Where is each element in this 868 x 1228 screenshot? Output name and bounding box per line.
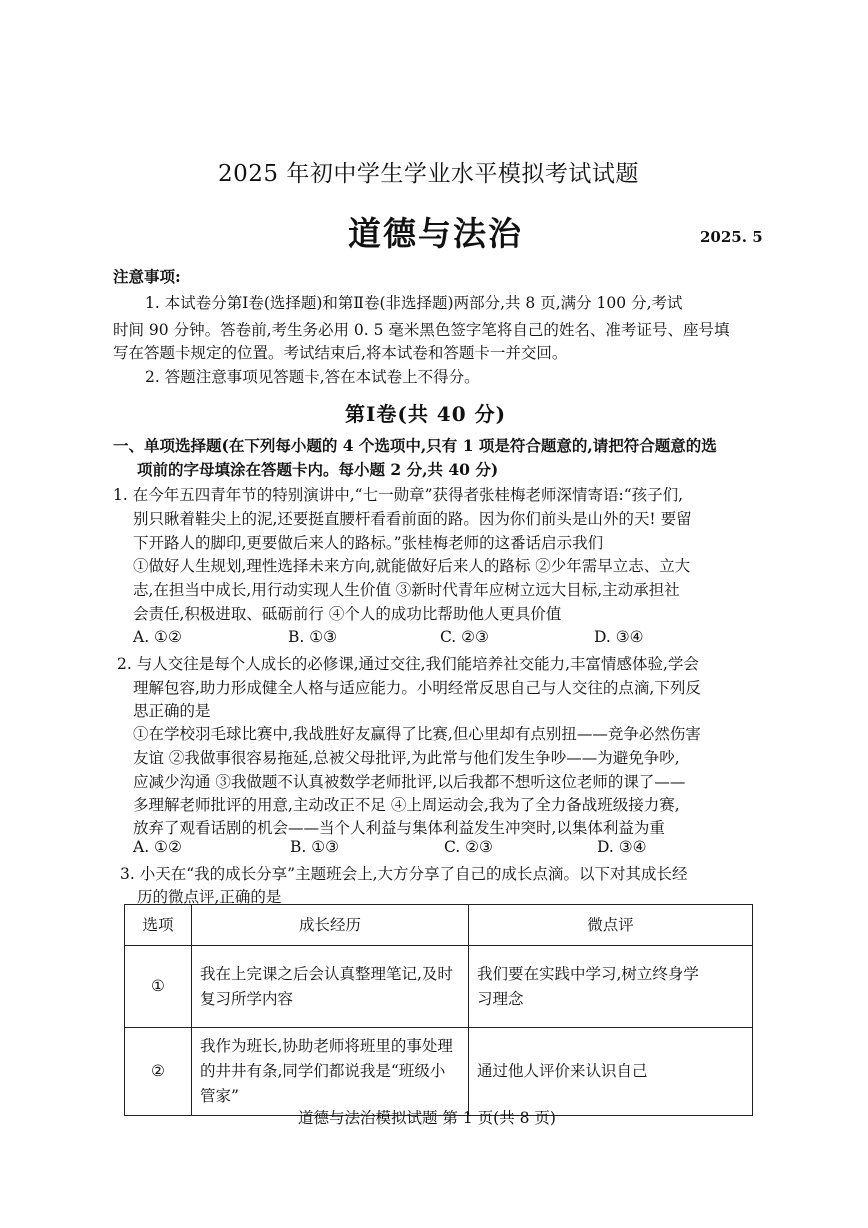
q2-statement: 应减少沟通 ③我做题不认真被数学老师批评,以后我都不想听这位老师的课了—— [133,773,686,791]
q1-option-c: C. ②③ [440,628,489,646]
notice-line: 2. 答题注意事项见答题卡,答在本试卷上不得分。 [145,368,480,386]
table-cell-option: ① [125,946,192,1028]
q2-stem: 2. 与人交往是每个人成长的必修课,通过交往,我们能培养社交能力,丰富情感体验,学会 [117,655,699,673]
q2-statement: 放弃了观看话剧的机会——当个人利益与集体利益发生冲突时,以集体利益为重 [133,819,665,837]
q2-option-a: A. ①② [133,838,182,856]
table-header: 成长经历 [192,905,469,946]
q3-table [124,904,753,1116]
q1-statement: ①做好人生规划,理性选择未来方向,就能做好后来人的路标 ②少年需早立志、立大 [133,557,691,575]
table-cell-comment [469,1028,753,1116]
cell-line: 的井井有条,同学们都说我是“班级小 [200,1062,446,1080]
table-row [125,946,753,1028]
table-header: 选项 [125,905,192,946]
cell-line: 管家” [200,1087,239,1105]
notice-heading: 注意事项: [113,267,181,286]
cell-line: 复习所学内容 [200,989,294,1008]
q2-stem: 思正确的是 [133,702,211,720]
table-header: 微点评 [469,905,753,946]
exam-title: 2025 年初中学生学业水平模拟考试试题 [218,161,639,187]
table-cell-option: ② [125,1028,192,1116]
q2-statement: 友谊 ②我做事很容易拖延,总被父母批评,为此常与他们发生争吵——为避免争吵, [133,749,680,767]
cell-line: 通过他人评价来认识自己 [477,1062,648,1080]
q1-option-b: B. ①③ [288,628,338,646]
q2-statement: ①在学校羽毛球比赛中,我战胜好友赢得了比赛,但心里却有点别扭——竞争必然伤害 [133,725,701,743]
q3-stem: 3. 小天在“我的成长分享”主题班会上,大方分享了自己的成长点滴。以下对其成长经 [120,865,688,883]
notice-line: 1. 本试卷分第Ⅰ卷(选择题)和第Ⅱ卷(非选择题)两部分,共 8 页,满分 100 分,考试 [145,294,683,312]
table-cell-comment [469,946,753,1028]
exam-date: 2025. 5 [700,228,763,246]
part-title: 第Ⅰ卷(共 40 分) [345,402,507,426]
page-footer: 道德与法治模拟试题 第 1 页(共 8 页) [298,1109,556,1127]
q2-option-c: C. ②③ [444,838,493,856]
notice-line: 时间 90 分钟。答卷前,考生务必用 0. 5 毫米黑色签字笔将自己的姓名、准考证号、座号填 [113,321,730,339]
q1-option-d: D. ③④ [594,628,644,646]
q1-statement: 会责任,积极进取、砥砺前行 ④个人的成功比帮助他人更具价值 [133,605,562,623]
cell-line: 我作为班长,协助老师将班里的事处理 [200,1037,453,1055]
q2-stem: 理解包容,助力形成健全人格与适应能力。小明经常反思自己与人交往的点滴,下列反 [133,679,701,697]
cell-line: 我们要在实践中学习,树立终身学 [477,964,699,983]
section-instruction: 项前的字母填涂在答题卡内。每小题 2 分,共 40 分) [137,460,499,479]
q1-stem: 1. 在今年五四青年节的特别演讲中,“七一勋章”获得者张桂梅老师深情寄语:“孩子们, [113,486,684,504]
table-cell-experience [192,946,469,1028]
q1-statement: 志,在担当中成长,用行动实现人生价值 ③新时代青年应树立远大目标,主动承担社 [133,581,680,599]
q2-option-b: B. ①③ [290,838,340,856]
table-header-row [125,905,753,946]
q2-statement: 多理解老师批评的用意,主动改正不足 ④上周运动会,我为了全力备战班级接力赛, [133,796,680,814]
cell-line: 习理念 [477,989,524,1008]
q2-option-d: D. ③④ [597,838,647,856]
table-cell-experience [192,1028,469,1116]
table-row [125,1028,753,1116]
subject-title: 道德与法治 [348,214,523,253]
q1-stem: 下开路人的脚印,更要做后来人的路标。”张桂梅老师的这番话启示我们 [133,534,604,552]
q1-option-a: A. ①② [133,628,182,646]
notice-line: 写在答题卡规定的位置。考试结束后,将本试卷和答题卡一并交回。 [113,344,568,362]
q1-stem: 别只瞅着鞋尖上的泥,还要挺直腰杆看看前面的路。因为你们前头是山外的天! 要留 [133,510,692,528]
cell-line: 我在上完课之后会认真整理笔记,及时 [200,964,453,983]
q3-stem: 历的微点评,正确的是 [137,888,282,906]
section-instruction: 一、单项选择题(在下列每小题的 4 个选项中,只有 1 项是符合题意的,请把符合题意的选 [113,436,717,455]
